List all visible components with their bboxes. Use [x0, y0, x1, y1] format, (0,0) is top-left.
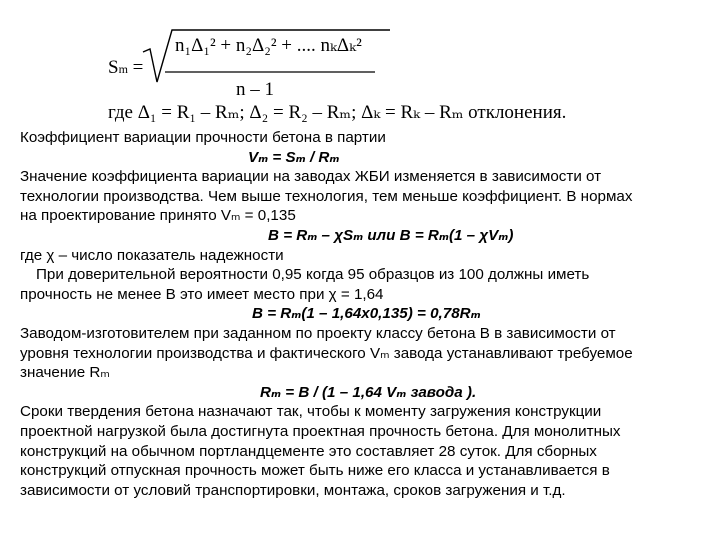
text-line: проектной нагрузкой была достигнута проектная прочность бетона. Для монолитных: [20, 422, 621, 440]
document-body: [20, 128, 700, 500]
formula-line: B = Rₘ – χSₘ или B = Rₘ(1 – χVₘ): [268, 226, 514, 244]
text-line: При доверительной вероятности 0,95 когда 95 образцов из 100 должны иметь: [36, 266, 590, 284]
formula-image: [0, 0, 720, 125]
text-line: значение Rₘ: [20, 364, 110, 382]
formula-denominator: n – 1: [236, 79, 274, 100]
text-line: Значение коэффициента вариации на заводах ЖБИ изменяется в зависимости от: [20, 168, 602, 186]
formula-line: B = Rₘ(1 – 1,64х0,135) = 0,78Rₘ: [252, 305, 481, 323]
formula-line: Vₘ = Sₘ / Rₘ: [248, 148, 340, 166]
formula-where-line: где Δ₁ = R₁ – Rₘ; Δ₂ = R₂ – Rₘ; Δₖ = Rₖ – Rₘ отклонения.: [108, 102, 567, 123]
text-line: на проектирование принято Vₘ = 0,135: [20, 207, 296, 225]
text-line: где χ – число показатель надежности: [20, 246, 284, 264]
text-line: прочность не менее B это имеет место при χ = 1,64: [20, 285, 384, 303]
text-line: технологии производства. Чем выше технология, тем меньше коэффициент. В нормах: [20, 187, 633, 205]
text-line: Коэффициент вариации прочности бетона в партии: [20, 129, 386, 146]
text-line: Заводом-изготовителем при заданном по проекту классу бетона B в зависимости от: [20, 324, 616, 342]
formula-line: Rₘ = B / (1 – 1,64 Vₘ завода ).: [260, 383, 477, 401]
text-line: уровня технологии производства и фактического Vₘ завода устанавливают требуемое: [20, 344, 633, 362]
formula-lhs: Sm =: [108, 57, 144, 78]
text-line: конструкций отпускная прочность может быть ниже его класса и устанавливается в: [20, 462, 610, 480]
text-line: Сроки твердения бетона назначают так, чтобы к моменту загружения конструкции: [20, 403, 602, 421]
formula-numerator: n₁Δ₁² + n₂Δ₂² + .... nₖΔₖ²: [175, 35, 362, 56]
text-line: конструкций на обычном портландцементе это составляет 28 суток. Для сборных: [20, 442, 597, 460]
text-line: зависимости от условий транспортировки, монтажа, сроков загружения и т.д.: [20, 481, 566, 499]
